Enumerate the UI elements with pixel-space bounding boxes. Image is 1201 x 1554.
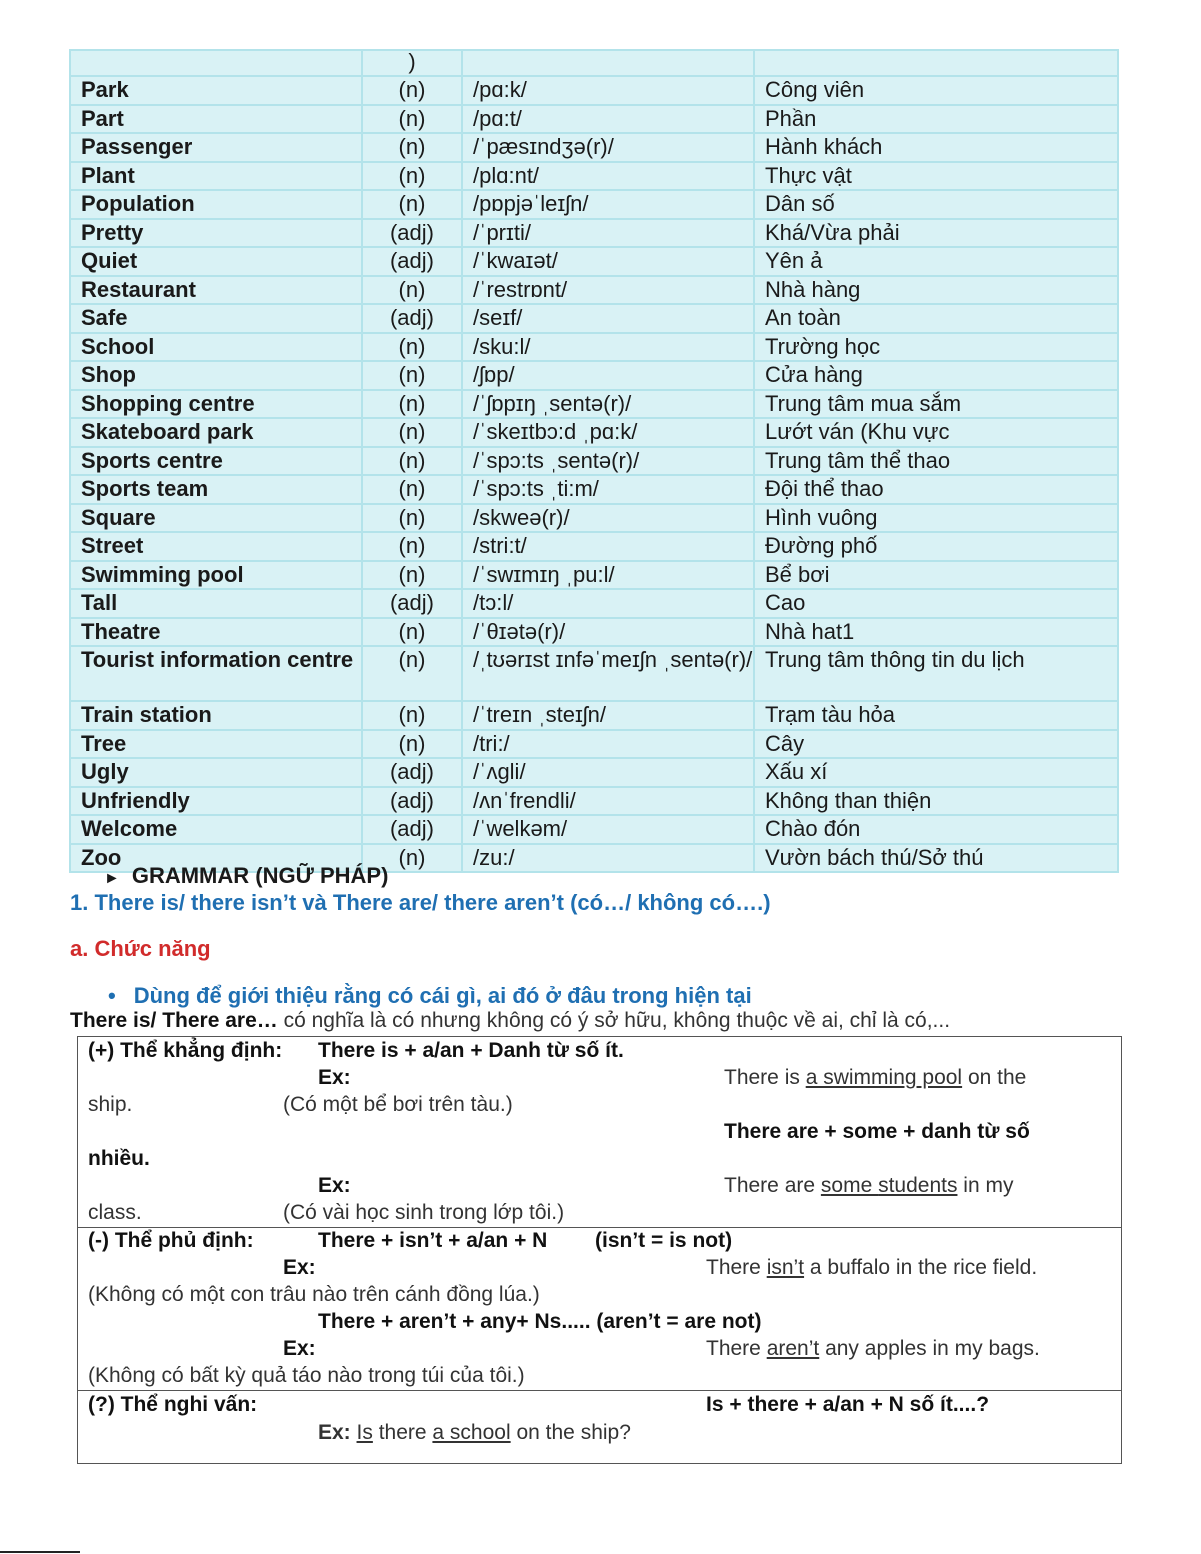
pos-cell: ) — [362, 50, 462, 76]
ipa-cell: /ˈwelkəm/ — [462, 815, 754, 844]
ipa-cell — [462, 50, 754, 76]
affirmative-formula-2-cont: nhiều. — [88, 1147, 150, 1170]
table-row — [70, 390, 1118, 419]
ipa-cell: /ˈprɪti/ — [462, 219, 754, 248]
grammar-box — [77, 1036, 1122, 1464]
pos-cell: (adj) — [362, 787, 462, 816]
pos-cell: (n) — [362, 361, 462, 390]
word-cell: Park — [70, 76, 362, 105]
bullet-point — [108, 983, 752, 1009]
meaning-cell: Nhà hat1 — [754, 618, 1118, 647]
word-cell: Ugly — [70, 758, 362, 787]
negative-example-1-vi: (Không có một con trâu nào trên cánh đồng lúa.) — [88, 1283, 540, 1306]
meaning-cell: Trạm tàu hỏa — [754, 701, 1118, 730]
word-cell: Skateboard park — [70, 418, 362, 447]
example-label: Ex: — [318, 1066, 351, 1089]
ipa-cell: /pɑ:t/ — [462, 105, 754, 134]
table-row — [70, 815, 1118, 844]
ipa-cell: /ˈspɔ:ts ˌsentə(r)/ — [462, 447, 754, 476]
table-row — [70, 219, 1118, 248]
table-row — [70, 162, 1118, 191]
grammar-heading-text: GRAMMAR (NGỮ PHÁP) — [131, 863, 389, 888]
word-cell: Population — [70, 190, 362, 219]
table-row — [70, 50, 1118, 76]
meaning-cell: Hình vuông — [754, 504, 1118, 533]
pos-cell: (adj) — [362, 758, 462, 787]
meaning-cell: Yên ả — [754, 247, 1118, 276]
meaning-cell: Không than thiện — [754, 787, 1118, 816]
meaning-cell: Lướt ván (Khu vực — [754, 418, 1118, 447]
pos-cell: (n) — [362, 504, 462, 533]
table-row — [70, 447, 1118, 476]
word-cell: Swimming pool — [70, 561, 362, 590]
table-row — [70, 589, 1118, 618]
affirmative-example-1-cont: ship. — [88, 1093, 133, 1116]
meaning-cell: Chào đón — [754, 815, 1118, 844]
pos-cell: (adj) — [362, 589, 462, 618]
ipa-cell: /ˈtreɪn ˌsteɪʃn/ — [462, 701, 754, 730]
ipa-cell: /tɔ:l/ — [462, 589, 754, 618]
bullet-text: Dùng để giới thiệu rằng có cái gì, ai đó ở đâu trong hiện tại — [133, 983, 752, 1008]
ipa-cell: /tri:/ — [462, 730, 754, 759]
pos-cell: (n) — [362, 701, 462, 730]
meaning-cell: Nhà hàng — [754, 276, 1118, 305]
pos-cell: (adj) — [362, 247, 462, 276]
example-label: Ex: — [283, 1337, 316, 1360]
affirmative-example-1: There is a swimming pool on the — [724, 1066, 1027, 1089]
subsection-title: a. Chức năng — [70, 936, 211, 961]
question-formula: Is + there + a/an + N số ít....? — [706, 1393, 990, 1416]
meaning-cell: Trung tâm thể thao — [754, 447, 1118, 476]
negative-formula-2: There + aren’t + any+ Ns..... (aren’t = are not) — [318, 1310, 762, 1333]
pos-cell: (n) — [362, 105, 462, 134]
pos-cell: (n) — [362, 844, 462, 873]
meaning-cell: Cao — [754, 589, 1118, 618]
table-row — [70, 105, 1118, 134]
pos-cell: (n) — [362, 561, 462, 590]
word-cell: Restaurant — [70, 276, 362, 305]
affirmative-label: (+) Thể khẳng định: — [88, 1039, 283, 1062]
ipa-cell: /pɒpjəˈleɪʃn/ — [462, 190, 754, 219]
ipa-cell: /ˌtʊərɪst ɪnfəˈmeɪʃn ˌsentə(r)/ — [462, 646, 754, 701]
ipa-cell: /ˈspɔ:ts ˌti:m/ — [462, 475, 754, 504]
question-example: Ex: Is there a school on the ship? — [318, 1421, 631, 1444]
table-row — [70, 418, 1118, 447]
meaning-cell: Xấu xí — [754, 758, 1118, 787]
word-cell: Quiet — [70, 247, 362, 276]
meaning-cell: Phần — [754, 105, 1118, 134]
meaning-cell: Vườn bách thú/Sở thú — [754, 844, 1118, 873]
intro-text — [70, 1009, 950, 1033]
table-row — [70, 76, 1118, 105]
pos-cell: (n) — [362, 418, 462, 447]
question-section — [78, 1390, 1121, 1391]
table-row — [70, 758, 1118, 787]
ipa-cell: /ˈʃɒpɪŋ ˌsentə(r)/ — [462, 390, 754, 419]
ipa-cell: /ˈʌgli/ — [462, 758, 754, 787]
negative-example-1: There isn’t a buffalo in the rice field. — [706, 1256, 1038, 1279]
word-cell: School — [70, 333, 362, 362]
affirmative-example-1-vi: (Có một bể bơi trên tàu.) — [283, 1093, 513, 1116]
meaning-cell: Trường học — [754, 333, 1118, 362]
meaning-cell: An toàn — [754, 304, 1118, 333]
example-label: Ex: — [283, 1256, 316, 1279]
section-title: 1. There is/ there isn’t và There are/ there aren’t (có…/ không có….) — [70, 890, 771, 915]
table-row — [70, 190, 1118, 219]
meaning-cell — [754, 50, 1118, 76]
pos-cell: (n) — [362, 390, 462, 419]
pos-cell: (n) — [362, 162, 462, 191]
word-cell: Sports team — [70, 475, 362, 504]
word-cell: Safe — [70, 304, 362, 333]
affirmative-formula-2: There are + some + danh từ số — [724, 1120, 1030, 1143]
pos-cell: (n) — [362, 475, 462, 504]
word-cell — [70, 50, 362, 76]
word-cell: Welcome — [70, 815, 362, 844]
pos-cell: (n) — [362, 618, 462, 647]
ipa-cell: /ˈpæsɪndʒə(r)/ — [462, 133, 754, 162]
pos-cell: (n) — [362, 133, 462, 162]
table-row — [70, 133, 1118, 162]
meaning-cell: Cửa hàng — [754, 361, 1118, 390]
negative-formula-1: There + isn’t + a/an + N — [318, 1229, 548, 1252]
word-cell: Shop — [70, 361, 362, 390]
word-cell: Unfriendly — [70, 787, 362, 816]
pos-cell: (n) — [362, 276, 462, 305]
table-row — [70, 361, 1118, 390]
bullet-dot-icon: • — [108, 983, 116, 1008]
table-row — [70, 247, 1118, 276]
meaning-cell: Công viên — [754, 76, 1118, 105]
pos-cell: (n) — [362, 447, 462, 476]
word-cell: Sports centre — [70, 447, 362, 476]
meaning-cell: Đường phố — [754, 532, 1118, 561]
ipa-cell: /ʃɒp/ — [462, 361, 754, 390]
table-row — [70, 276, 1118, 305]
ipa-cell: /ˈskeɪtbɔ:d ˌpɑ:k/ — [462, 418, 754, 447]
ipa-cell: /pɑ:k/ — [462, 76, 754, 105]
intro-bold: There is/ There are… — [70, 1009, 278, 1032]
intro-rest: có nghĩa là có nhưng không có ý sở hữu, không thuộc về ai, chỉ là có,... — [277, 1009, 951, 1032]
pos-cell: (n) — [362, 333, 462, 362]
table-row — [70, 618, 1118, 647]
ipa-cell: /ʌnˈfrendli/ — [462, 787, 754, 816]
ipa-cell: /ˈθɪətə(r)/ — [462, 618, 754, 647]
table-row — [70, 646, 1118, 701]
table-row — [70, 701, 1118, 730]
word-cell: Street — [70, 532, 362, 561]
ipa-cell: /seɪf/ — [462, 304, 754, 333]
ipa-cell: /ˈkwaɪət/ — [462, 247, 754, 276]
table-row — [70, 561, 1118, 590]
ipa-cell: /sku:l/ — [462, 333, 754, 362]
triangle-bullet-icon: ► — [104, 870, 120, 887]
table-row — [70, 304, 1118, 333]
meaning-cell: Khá/Vừa phải — [754, 219, 1118, 248]
ipa-cell: /skweə(r)/ — [462, 504, 754, 533]
table-row — [70, 787, 1118, 816]
word-cell: Zoo — [70, 844, 362, 873]
ipa-cell: /ˈswɪmɪŋ ˌpu:l/ — [462, 561, 754, 590]
negative-label: (-) Thể phủ định: — [88, 1229, 254, 1252]
meaning-cell: Hành khách — [754, 133, 1118, 162]
table-row — [70, 532, 1118, 561]
affirmative-example-2-cont: class. — [88, 1201, 142, 1224]
pos-cell: (n) — [362, 76, 462, 105]
example-label: Ex: — [318, 1174, 351, 1197]
footnote-separator — [0, 1551, 80, 1553]
pos-cell: (n) — [362, 730, 462, 759]
question-label: (?) Thể nghi vấn: — [88, 1393, 258, 1416]
word-cell: Theatre — [70, 618, 362, 647]
word-cell: Shopping centre — [70, 390, 362, 419]
negative-note-1: (isn’t = is not) — [595, 1229, 733, 1252]
negative-example-2-vi: (Không có bất kỳ quả táo nào trong túi của tôi.) — [88, 1364, 525, 1387]
meaning-cell: Thực vật — [754, 162, 1118, 191]
pos-cell: (n) — [362, 532, 462, 561]
meaning-cell: Bể bơi — [754, 561, 1118, 590]
meaning-cell: Trung tâm thông tin du lịch — [754, 646, 1118, 701]
word-cell: Tree — [70, 730, 362, 759]
pos-cell: (adj) — [362, 304, 462, 333]
word-cell: Tall — [70, 589, 362, 618]
word-cell: Tourist information centre — [70, 646, 362, 701]
table-row — [70, 504, 1118, 533]
vocabulary-table — [69, 49, 1119, 873]
pos-cell: (n) — [362, 190, 462, 219]
word-cell: Train station — [70, 701, 362, 730]
grammar-heading — [104, 863, 388, 889]
pos-cell: (adj) — [362, 219, 462, 248]
meaning-cell: Dân số — [754, 190, 1118, 219]
ipa-cell: /zu:/ — [462, 844, 754, 873]
affirmative-example-2: There are some students in my — [724, 1174, 1014, 1197]
negative-example-2: There aren’t any apples in my bags. — [706, 1337, 1040, 1360]
affirmative-formula-1: There is + a/an + Danh từ số ít. — [318, 1039, 624, 1062]
word-cell: Pretty — [70, 219, 362, 248]
word-cell: Plant — [70, 162, 362, 191]
table-row — [70, 730, 1118, 759]
meaning-cell: Cây — [754, 730, 1118, 759]
pos-cell: (adj) — [362, 815, 462, 844]
word-cell: Passenger — [70, 133, 362, 162]
table-row — [70, 475, 1118, 504]
table-row — [70, 333, 1118, 362]
ipa-cell: /ˈrestrɒnt/ — [462, 276, 754, 305]
meaning-cell: Đội thể thao — [754, 475, 1118, 504]
affirmative-example-2-vi: (Có vài học sinh trong lớp tôi.) — [283, 1201, 565, 1224]
pos-cell: (n) — [362, 646, 462, 701]
ipa-cell: /plɑ:nt/ — [462, 162, 754, 191]
word-cell: Square — [70, 504, 362, 533]
meaning-cell: Trung tâm mua sắm — [754, 390, 1118, 419]
ipa-cell: /stri:t/ — [462, 532, 754, 561]
negative-section — [78, 1227, 1121, 1228]
word-cell: Part — [70, 105, 362, 134]
